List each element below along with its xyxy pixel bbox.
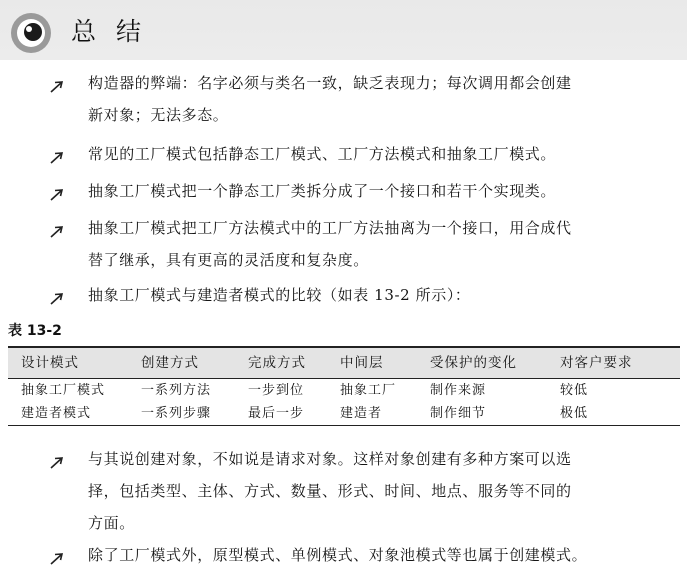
table-cell: 制作来源	[430, 383, 487, 398]
table-cell: 较低	[560, 383, 589, 398]
table-cell: 建造者	[340, 406, 383, 421]
table-body	[8, 379, 680, 426]
table-row	[8, 402, 680, 426]
bullet-text-line: 抽象工厂模式把一个静态工厂类拆分成了一个接口和若干个实现类。	[88, 182, 557, 200]
table-header-row	[8, 348, 680, 379]
bullet-text-line: 与其说创建对象，不如说是请求对象。这样对象创建有多种方案可以选	[88, 450, 572, 468]
table-header-cell: 创建方式	[141, 355, 199, 371]
bullet-arrow-icon	[50, 149, 63, 161]
table-cell: 一系列步骤	[141, 406, 212, 421]
bullet-arrow-icon	[50, 186, 63, 198]
section-title: 总 结	[71, 17, 147, 46]
table-header-cell: 受保护的变化	[430, 355, 517, 371]
bullet-text-line: 择，包括类型、主体、方式、数量、形式、时间、地点、服务等不同的	[88, 482, 572, 500]
table-cell: 制作细节	[430, 406, 487, 421]
table-cell: 一步到位	[248, 383, 305, 398]
table-cell: 一系列方法	[141, 383, 212, 398]
bullet-arrow-icon	[50, 550, 63, 562]
section-logo-icon	[9, 11, 53, 55]
table-cell: 最后一步	[248, 406, 305, 421]
table-cell: 抽象工厂模式	[21, 383, 106, 398]
bullet-text-line: 抽象工厂模式与建造者模式的比较（如表 13-2 所示）：	[88, 286, 471, 304]
table-row	[8, 379, 680, 402]
section-header	[0, 0, 687, 60]
table-header-cell: 中间层	[340, 355, 384, 371]
bullet-text-line: 替了继承，具有更高的灵活度和复杂度。	[88, 251, 369, 269]
table-cell: 建造者模式	[21, 406, 92, 421]
table-header-cell: 设计模式	[21, 355, 79, 371]
comparison-table	[8, 346, 680, 426]
table-cell: 极低	[560, 406, 589, 421]
table-caption: 表 13-2	[8, 323, 62, 339]
bullet-arrow-icon	[50, 78, 63, 90]
bullet-text-line: 方面。	[88, 514, 135, 532]
table-header-cell: 对客户要求	[560, 355, 633, 371]
bullet-text-line: 新对象；无法多态。	[88, 106, 229, 124]
bullet-text-line: 常见的工厂模式包括静态工厂模式、工厂方法模式和抽象工厂模式。	[88, 145, 557, 163]
bullet-arrow-icon	[50, 454, 63, 466]
bullet-text-line: 除了工厂模式外，原型模式、单例模式、对象池模式等也属于创建模式。	[88, 546, 588, 564]
table-header-cell: 完成方式	[248, 355, 306, 371]
table-cell: 抽象工厂	[340, 383, 397, 398]
bullet-arrow-icon	[50, 223, 63, 235]
bullet-text-line: 构造器的弊端：名字必须与类名一致，缺乏表现力；每次调用都会创建	[88, 74, 572, 92]
bullet-arrow-icon	[50, 290, 63, 302]
bullet-text-line: 抽象工厂模式把工厂方法模式中的工厂方法抽离为一个接口，用合成代	[88, 219, 572, 237]
